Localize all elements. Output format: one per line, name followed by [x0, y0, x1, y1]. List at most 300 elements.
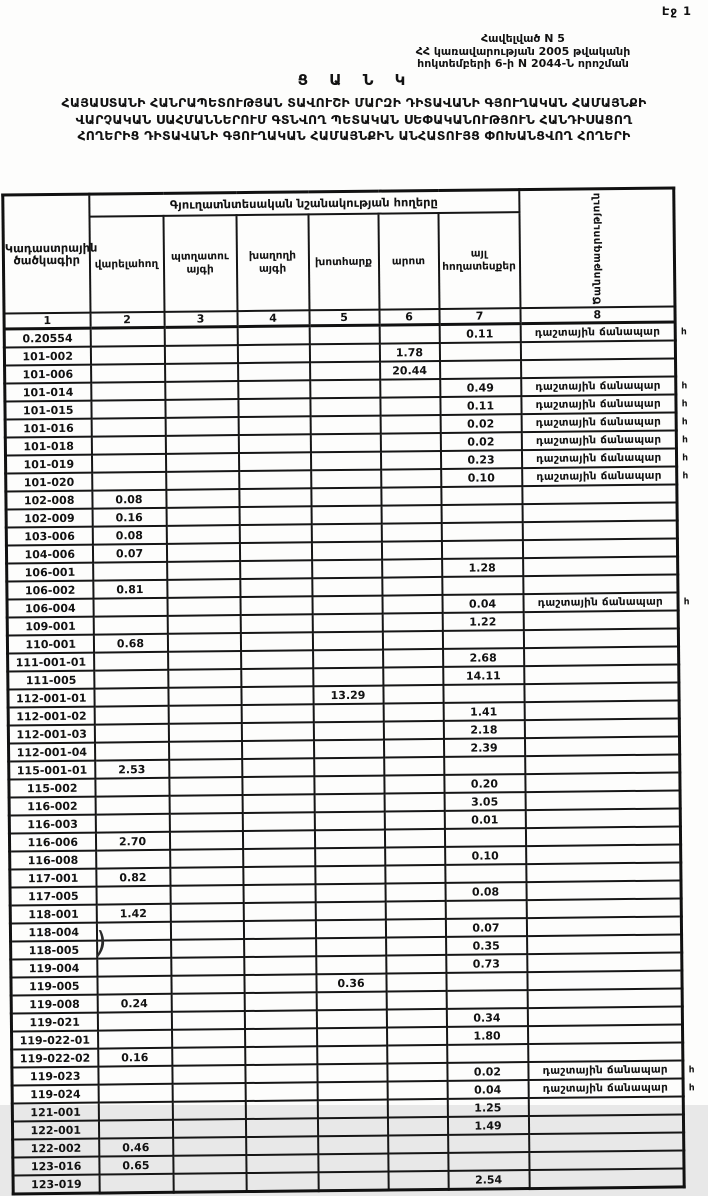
cell-note: [522, 466, 689, 486]
note-overflow-char: հ: [688, 1083, 695, 1094]
note-overflow-char: հ: [681, 399, 688, 410]
cell-area-value: [245, 1046, 317, 1065]
subtitle-line-1: ՀԱՅԱՍՏԱՆԻ ՀԱՆՐԱՊԵՏՈՒԹՅԱՆ ՏԱՎՈՒՇԻ ՄԱՐԶԻ ԴԻՏԱՎԱՆԻ ԳՅՈՒՂԱԿԱՆ ՀԱՄԱՅՆՔԻ: [61, 95, 647, 110]
cell-area-value: [168, 651, 241, 670]
scan-artifact-mark: ): [93, 925, 109, 962]
cell-area-value: [383, 721, 443, 740]
cell-note: [528, 1096, 683, 1116]
cell-area-value: [381, 487, 441, 506]
cell-note: [528, 1114, 683, 1134]
cell-area-value: [244, 938, 316, 957]
cell-cadastral-code: 111-001-01: [8, 653, 94, 672]
cell-area-value: [92, 472, 166, 491]
cell-area-value: [98, 1066, 172, 1085]
cell-area-value: [388, 1171, 448, 1190]
cell-area-value: [313, 722, 383, 741]
cell-area-value: [241, 722, 313, 741]
cell-note: [525, 790, 680, 810]
cell-area-value: [314, 812, 384, 831]
cell-area-value: [387, 1027, 447, 1046]
cell-cadastral-code: 102-008: [6, 491, 92, 510]
cell-area-value: [384, 811, 444, 830]
cell-area-value: [166, 525, 239, 544]
cell-area-value: [312, 632, 382, 651]
cell-area-value: [382, 559, 442, 578]
cell-area-value: [244, 974, 316, 993]
cell-area-value: [245, 1028, 317, 1047]
cell-cadastral-code: 101-002: [4, 347, 90, 366]
cell-cadastral-code: 116-002: [9, 797, 95, 816]
cell-area-value: 2.68: [443, 648, 524, 667]
cell-area-value: [380, 451, 440, 470]
cell-area-value: [382, 613, 442, 632]
cell-area-value: 0.07: [92, 544, 166, 563]
cell-area-value: 1.28: [442, 558, 523, 577]
col-header-note: [519, 188, 675, 308]
cell-area-value: [90, 327, 164, 346]
cell-area-value: [91, 364, 165, 383]
cell-area-value: [239, 506, 311, 525]
cell-area-value: [97, 976, 171, 995]
cell-area-value: 0.82: [96, 868, 170, 887]
cell-area-value: [97, 958, 171, 977]
cell-area-value: [388, 1135, 448, 1154]
cell-area-value: [94, 652, 168, 671]
cell-area-value: [95, 814, 169, 833]
cell-cadastral-code: 117-005: [10, 887, 96, 906]
cell-area-value: [238, 452, 310, 471]
cell-area-value: 3.05: [444, 792, 525, 811]
note-text: դաշտային ճանապար: [537, 595, 664, 609]
col-header-vineyard: խաղողի այգի: [236, 214, 309, 311]
cell-area-value: [441, 522, 522, 541]
cell-cadastral-code: 101-018: [5, 437, 91, 456]
note-text: դաշտային ճանապար: [535, 379, 661, 393]
document-subtitle: [6, 95, 702, 145]
cell-area-value: [310, 416, 380, 435]
cell-area-value: [245, 1118, 317, 1137]
col-number: 7: [439, 308, 520, 324]
land-table: [1, 186, 695, 1195]
cell-area-value: [90, 346, 164, 365]
cell-area-value: [314, 758, 384, 777]
cell-note: [524, 664, 679, 684]
cell-area-value: [311, 524, 381, 543]
cell-area-value: [237, 326, 309, 345]
cell-area-value: 0.35: [446, 936, 527, 955]
cell-area-value: [316, 956, 386, 975]
cell-area-value: [379, 324, 439, 343]
cell-area-value: [168, 723, 241, 742]
cell-area-value: [169, 777, 242, 796]
cell-area-value: 1.80: [446, 1026, 527, 1045]
cell-area-value: 2.18: [443, 720, 524, 739]
cell-area-value: [445, 864, 526, 883]
cell-area-value: 0.07: [445, 918, 526, 937]
cell-cadastral-code: 101-016: [5, 419, 91, 438]
cell-note: [525, 772, 680, 792]
cell-cadastral-code: 106-002: [7, 581, 93, 600]
cell-note: [527, 934, 682, 954]
cell-area-value: 2.54: [448, 1170, 529, 1189]
cell-area-value: [315, 866, 385, 885]
cell-area-value: [166, 471, 239, 490]
cell-area-value: [91, 418, 165, 437]
cell-area-value: [314, 830, 384, 849]
cell-area-value: [385, 847, 445, 866]
cell-area-value: [246, 1136, 318, 1155]
cell-area-value: [166, 489, 239, 508]
cell-area-value: 0.10: [445, 846, 526, 865]
cell-area-value: 0.02: [440, 432, 521, 451]
cell-area-value: [97, 1012, 171, 1031]
cell-note: [523, 610, 678, 630]
cell-area-value: [240, 596, 312, 615]
note-overflow-char: հ: [681, 417, 688, 428]
cell-cadastral-code: 101-006: [5, 365, 91, 384]
cell-area-value: [317, 1028, 387, 1047]
cell-area-value: [448, 1152, 529, 1171]
cell-area-value: [240, 614, 312, 633]
cell-area-value: [314, 776, 384, 795]
cell-cadastral-code: 112-001-04: [9, 743, 95, 762]
cell-cadastral-code: 119-022-01: [12, 1031, 98, 1050]
col-header-hayfield: խոտհարք: [308, 214, 379, 311]
cell-area-value: [387, 1045, 447, 1064]
cell-area-value: [386, 937, 446, 956]
cell-area-value: [238, 434, 310, 453]
cell-area-value: 2.39: [443, 738, 524, 757]
cell-area-value: [312, 614, 382, 633]
cell-note: [526, 880, 681, 900]
col-number: 5: [309, 310, 379, 326]
col-header-arable: վարելահող: [89, 216, 164, 313]
cell-area-value: [381, 523, 441, 542]
cell-area-value: 1.49: [447, 1116, 528, 1135]
cell-area-value: [440, 360, 521, 379]
cell-area-value: [243, 902, 315, 921]
cell-area-value: 0.24: [97, 994, 171, 1013]
subtitle-line-2: ՎԱՐՉԱԿԱՆ ՍԱՀՄԱՆՆԵՐՈՒՄ ԳՏՆՎՈՂ ՊԵՏԱԿԱՆ ՍԵՓԱԿԱՆՈՒԹՅՈՒՆ ՀԱՆԴԻՍԱՑՈՂ: [75, 111, 633, 127]
cell-area-value: [95, 742, 169, 761]
cell-note: [520, 340, 675, 360]
cell-area-value: [313, 650, 383, 669]
cell-area-value: 0.08: [445, 882, 526, 901]
cell-area-value: 0.08: [92, 526, 166, 545]
cell-area-value: [172, 1101, 245, 1120]
cell-area-value: [315, 902, 385, 921]
cell-area-value: 0.02: [440, 414, 521, 433]
cell-area-value: [317, 1064, 387, 1083]
appendix-line-2: ՀՀ կառավարության 2005 թվականի: [415, 44, 631, 58]
cell-cadastral-code: 119-021: [11, 1013, 97, 1032]
cell-area-value: [445, 900, 526, 919]
cell-area-value: [172, 1119, 245, 1138]
cell-area-value: [312, 578, 382, 597]
cell-area-value: [314, 794, 384, 813]
cell-area-value: [448, 1134, 529, 1153]
cell-area-value: [386, 955, 446, 974]
cell-cadastral-code: 103-006: [6, 527, 92, 546]
cell-area-value: [442, 630, 523, 649]
cell-area-value: [239, 524, 311, 543]
cell-area-value: [317, 1082, 387, 1101]
cell-note: [521, 358, 676, 378]
cell-cadastral-code: 101-020: [6, 473, 92, 492]
cell-cadastral-code: 115-002: [9, 779, 95, 798]
cell-note: [522, 520, 677, 540]
cell-area-value: [238, 416, 310, 435]
cell-area-value: [164, 327, 237, 346]
cell-note: [524, 700, 679, 720]
cell-area-value: [310, 452, 380, 471]
cell-area-value: 0.68: [93, 634, 167, 653]
cell-area-value: 13.29: [313, 686, 383, 705]
cell-area-value: [381, 505, 441, 524]
cell-note: [526, 916, 681, 936]
cell-area-value: [383, 703, 443, 722]
cell-area-value: 0.11: [440, 396, 521, 415]
cell-area-value: [91, 382, 165, 401]
cell-area-value: [166, 507, 239, 526]
note-header-vertical-text: Ծանոթագրություն: [590, 191, 604, 305]
cell-area-value: [168, 705, 241, 724]
cell-area-value: [387, 1099, 447, 1118]
cell-area-value: [242, 776, 314, 795]
cell-cadastral-code: 119-008: [11, 995, 97, 1014]
note-text: դաշտային ճանապար: [535, 415, 662, 429]
cell-area-value: [244, 992, 316, 1011]
cell-area-value: [169, 759, 242, 778]
cell-note: [521, 448, 689, 468]
cell-area-value: [242, 812, 314, 831]
cell-note: [523, 574, 678, 594]
cell-note: [523, 592, 690, 612]
cell-cadastral-code: 110-001: [7, 635, 93, 654]
col-number: 3: [164, 311, 237, 327]
cell-cadastral-code: 111-005: [8, 671, 94, 690]
cell-cadastral-code: 119-024: [12, 1085, 98, 1104]
cell-area-value: [241, 704, 313, 723]
cell-area-value: [96, 886, 170, 905]
col-number: 6: [379, 309, 439, 325]
cell-area-value: [386, 1009, 446, 1028]
cell-area-value: 0.04: [442, 594, 523, 613]
cell-area-value: [444, 756, 525, 775]
cell-area-value: [311, 488, 381, 507]
cell-area-value: [380, 415, 440, 434]
cell-area-value: [171, 975, 244, 994]
cell-area-value: [386, 991, 446, 1010]
cell-area-value: [167, 633, 240, 652]
cell-cadastral-code: 123-019: [13, 1175, 99, 1194]
cell-area-value: [241, 740, 313, 759]
cell-area-value: [316, 992, 386, 1011]
cell-area-value: [318, 1136, 388, 1155]
note-overflow-char: հ: [680, 327, 687, 338]
cell-area-value: [93, 616, 167, 635]
cell-area-value: [312, 560, 382, 579]
cell-area-value: [313, 740, 383, 759]
cell-cadastral-code: 101-019: [5, 455, 91, 474]
cell-area-value: 0.49: [440, 378, 521, 397]
cell-cadastral-code: 119-004: [11, 959, 97, 978]
cell-area-value: [96, 850, 170, 869]
cell-note: [526, 862, 681, 882]
note-text: դաշտային ճանապար: [536, 451, 662, 465]
cell-area-value: [172, 1083, 245, 1102]
col-header-pasture: արոտ: [378, 213, 439, 310]
cell-cadastral-code: 118-005: [11, 941, 97, 960]
cell-note: [525, 826, 680, 846]
cell-area-value: [165, 453, 238, 472]
cell-note: [527, 988, 682, 1008]
cell-area-value: [165, 363, 238, 382]
cell-area-value: 0.16: [92, 508, 166, 527]
cell-area-value: [384, 829, 444, 848]
cell-area-value: [165, 399, 238, 418]
cell-cadastral-code: 106-004: [7, 599, 93, 618]
cell-area-value: [238, 398, 310, 417]
cell-area-value: 0.08: [92, 490, 166, 509]
cell-area-value: [164, 345, 237, 364]
cell-area-value: [237, 344, 309, 363]
cell-area-value: 0.46: [99, 1138, 173, 1157]
cell-area-value: [98, 1084, 172, 1103]
cell-cadastral-code: 117-001: [10, 869, 96, 888]
cell-area-value: [99, 1174, 173, 1193]
cell-area-value: 0.73: [446, 954, 527, 973]
note-text: դաշտային ճանապար: [535, 397, 661, 411]
cell-cadastral-code: 115-001-01: [9, 761, 95, 780]
cell-note: [521, 376, 688, 396]
cell-area-value: [171, 957, 244, 976]
cell-cadastral-code: 116-003: [9, 815, 95, 834]
note-text: դաշտային ճանապար: [542, 1081, 669, 1095]
cell-note: [524, 736, 679, 756]
cell-area-value: [313, 704, 383, 723]
cell-note: [522, 502, 677, 522]
cell-cadastral-code: 104-006: [6, 545, 92, 564]
cell-note: [527, 1024, 682, 1044]
cell-cadastral-code: 101-014: [5, 383, 91, 402]
cell-area-value: [385, 901, 445, 920]
appendix-line-1: Հավելված N 5: [481, 32, 565, 45]
note-text: դաշտային ճանապար: [542, 1063, 668, 1077]
cell-area-value: [242, 830, 314, 849]
cell-area-value: [311, 506, 381, 525]
cell-area-value: [171, 1011, 244, 1030]
cell-area-value: [165, 381, 238, 400]
cell-note: [528, 1078, 695, 1098]
cell-cadastral-code: 122-001: [12, 1121, 98, 1140]
cell-area-value: [245, 1100, 317, 1119]
cell-cadastral-code: 102-009: [6, 509, 92, 528]
cell-area-value: [311, 542, 381, 561]
cell-area-value: [444, 828, 525, 847]
cell-area-value: [173, 1155, 246, 1174]
cell-area-value: [387, 1117, 447, 1136]
cell-note: [526, 844, 681, 864]
cell-area-value: [243, 866, 315, 885]
cell-area-value: [443, 684, 524, 703]
cell-area-value: [94, 724, 168, 743]
cell-area-value: [246, 1172, 318, 1191]
cell-note: [527, 970, 682, 990]
cell-area-value: [387, 1081, 447, 1100]
cell-area-value: [383, 649, 443, 668]
cell-area-value: 2.70: [95, 832, 169, 851]
land-table-wrapper: [1, 187, 695, 1196]
cell-area-value: [170, 903, 243, 922]
cell-area-value: [310, 362, 380, 381]
note-overflow-char: հ: [688, 1065, 695, 1076]
cell-area-value: 14.11: [443, 666, 524, 685]
cell-area-value: [386, 973, 446, 992]
cell-cadastral-code: 116-008: [10, 851, 96, 870]
cell-area-value: [441, 504, 522, 523]
cell-area-value: [310, 380, 380, 399]
cell-area-value: [317, 1046, 387, 1065]
cell-area-value: [167, 597, 240, 616]
cell-area-value: [316, 938, 386, 957]
cell-area-value: [170, 867, 243, 886]
cell-area-value: [388, 1153, 448, 1172]
cell-area-value: [246, 1154, 318, 1173]
cell-note: [529, 1150, 684, 1170]
cell-area-value: [167, 561, 240, 580]
cell-area-value: [241, 668, 313, 687]
cell-area-value: 0.23: [440, 450, 521, 469]
cell-area-value: [315, 848, 385, 867]
col-number: 2: [90, 312, 164, 328]
cell-area-value: [239, 488, 311, 507]
cell-area-value: [387, 1063, 447, 1082]
cell-note: [521, 430, 688, 450]
cell-cadastral-code: 119-023: [12, 1067, 98, 1086]
cell-note: [525, 808, 680, 828]
cell-note: [522, 538, 677, 558]
cell-area-value: [91, 454, 165, 473]
cell-area-value: 0.04: [447, 1080, 528, 1099]
cell-area-value: [380, 433, 440, 452]
col-number: 8: [520, 306, 675, 323]
cell-note: [524, 646, 679, 666]
cell-cadastral-code: 116-006: [9, 833, 95, 852]
cell-cadastral-code: 112-001-03: [8, 725, 94, 744]
cell-area-value: [243, 848, 315, 867]
cell-cadastral-code: 119-005: [11, 977, 97, 996]
cell-area-value: [97, 940, 171, 959]
cell-note: [520, 322, 687, 342]
cell-area-value: [385, 883, 445, 902]
cell-area-value: [240, 560, 312, 579]
cell-area-value: [172, 1047, 245, 1066]
cell-cadastral-code: 118-001: [10, 905, 96, 924]
cell-area-value: [441, 486, 522, 505]
cell-area-value: [385, 865, 445, 884]
cell-area-value: [167, 579, 240, 598]
cell-area-value: [93, 598, 167, 617]
cell-area-value: [310, 434, 380, 453]
cell-note: [523, 556, 678, 576]
cell-area-value: [95, 778, 169, 797]
cell-area-value: [439, 342, 520, 361]
cell-area-value: [310, 398, 380, 417]
cell-area-value: [242, 794, 314, 813]
cell-area-value: [169, 831, 242, 850]
cell-area-value: 1.25: [447, 1098, 528, 1117]
